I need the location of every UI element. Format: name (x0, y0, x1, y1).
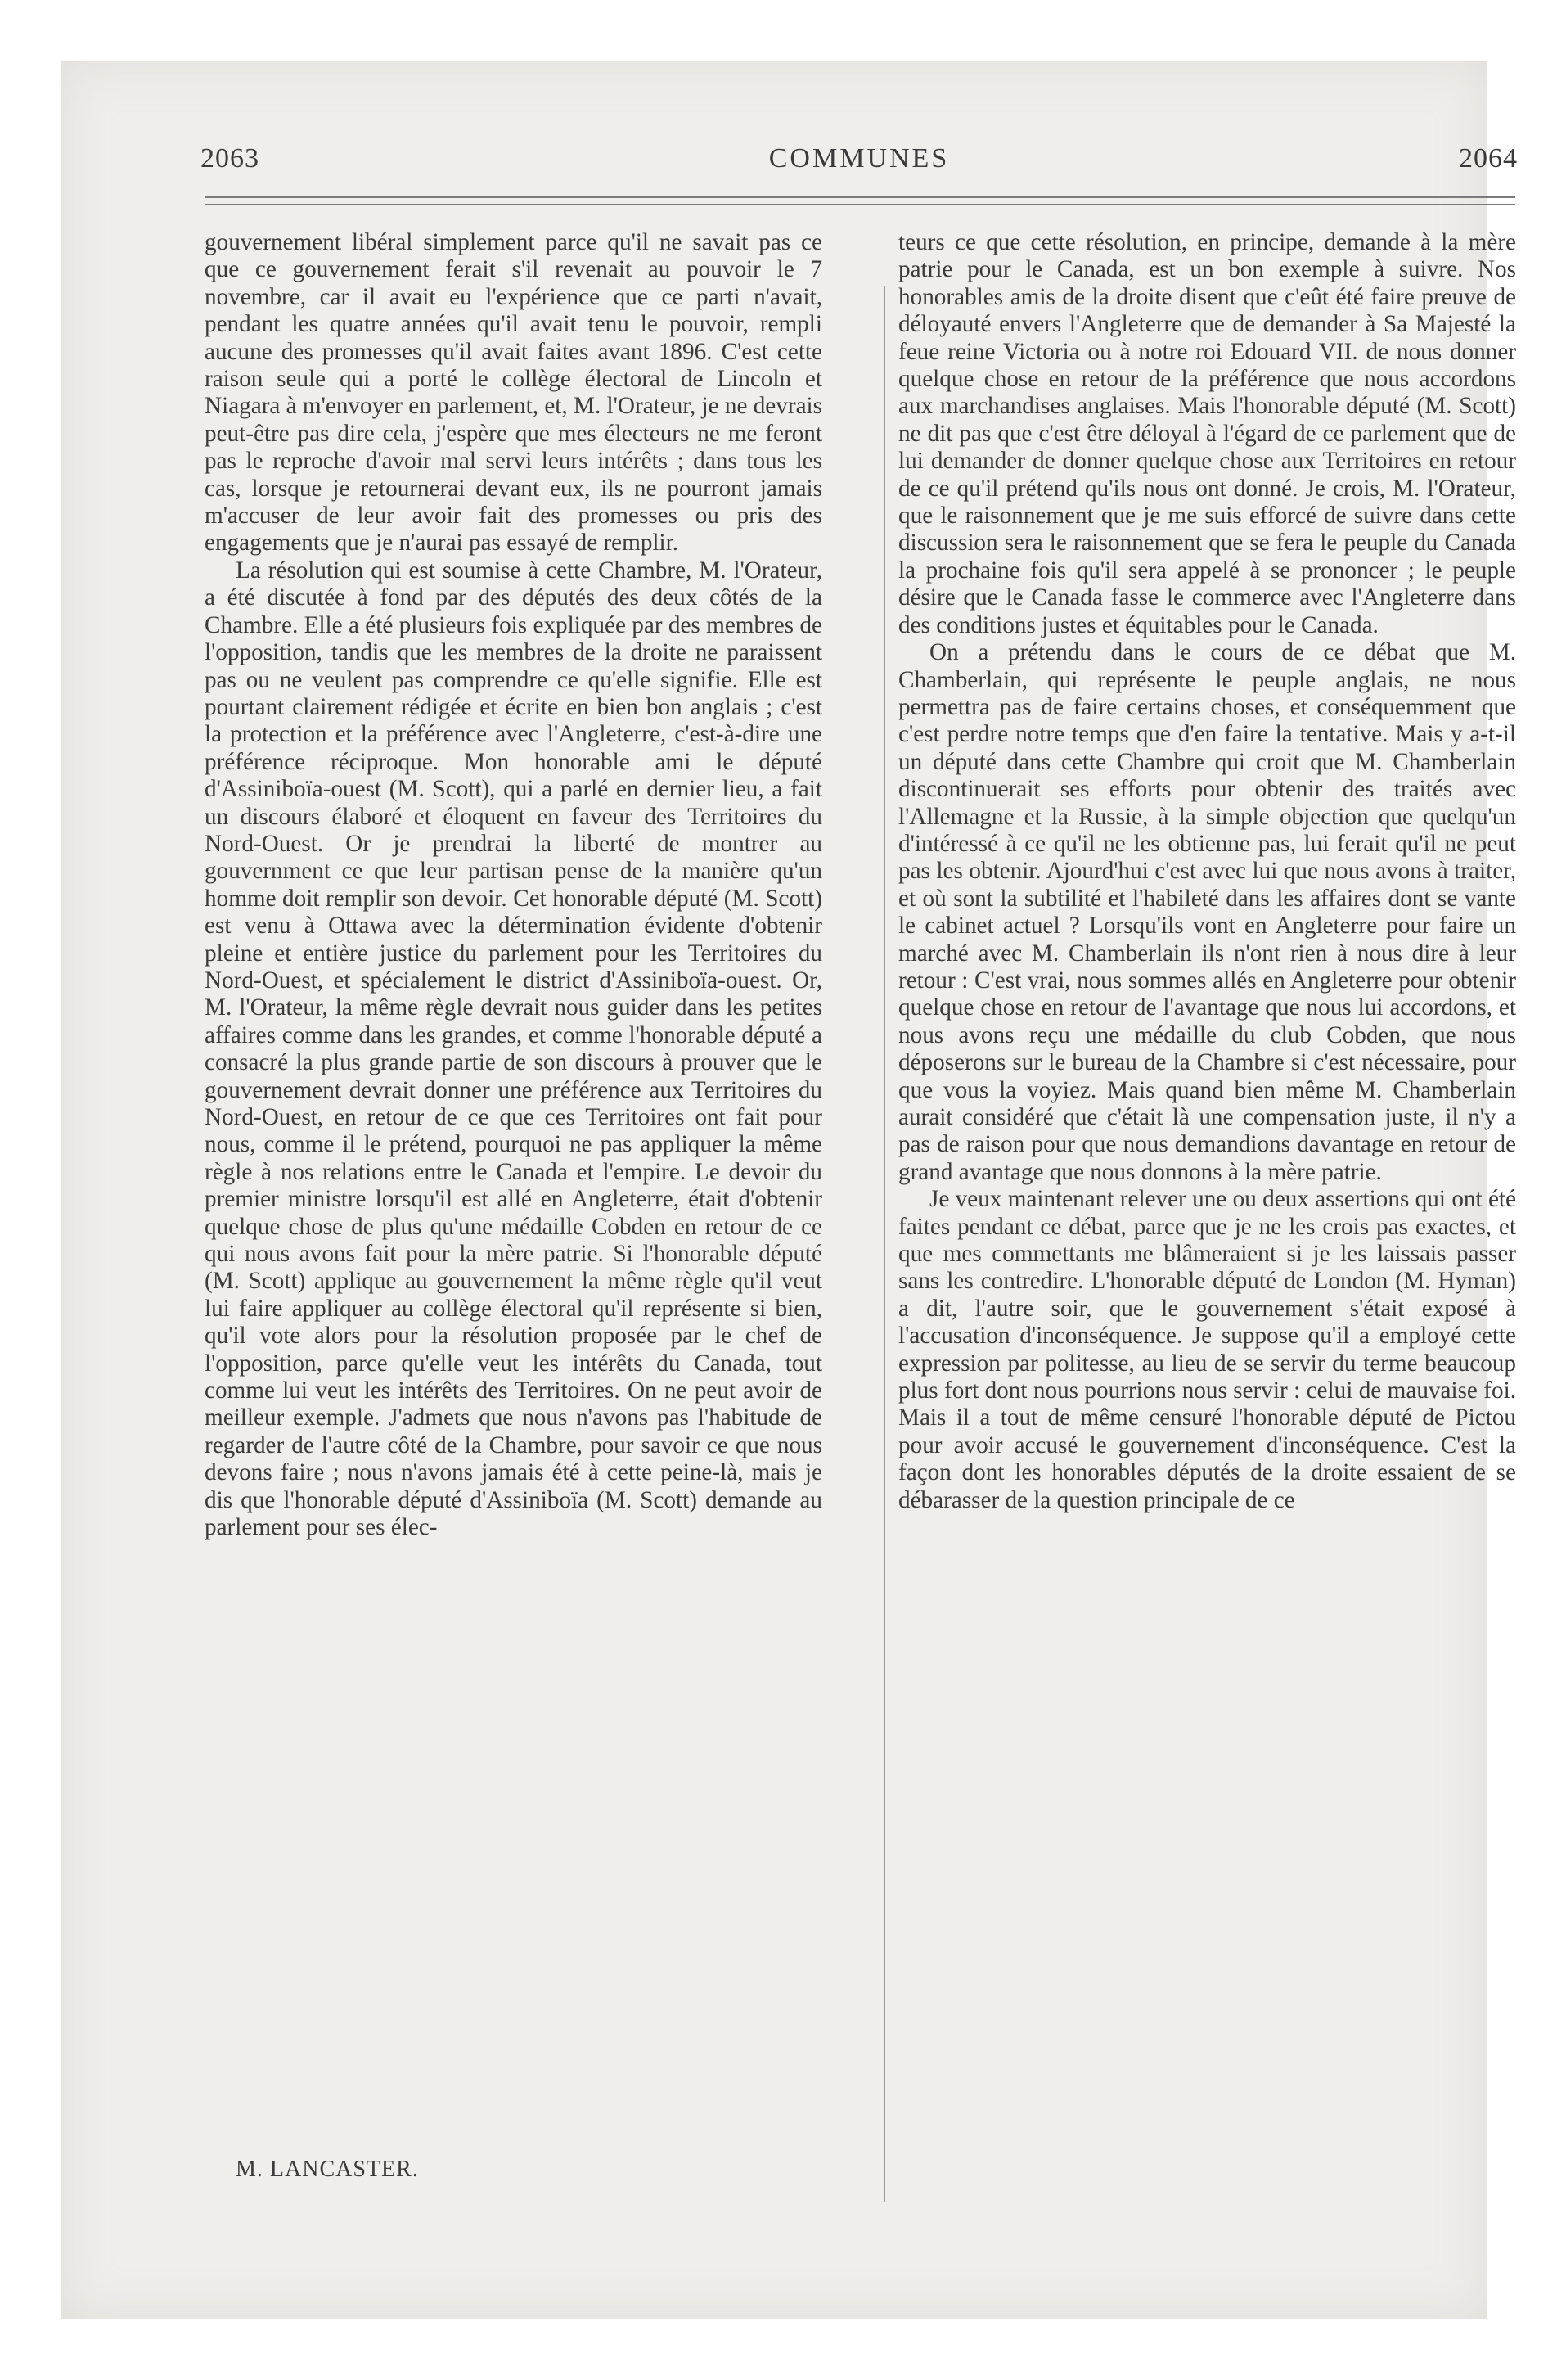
paragraph: On a prétendu dans le cours de ce débat que M. Chamberlain, qui représente le peuple anglais, ne nous permettra pas de faire certains choses, et conséquemment que c'est perdre notre temps que d'en faire la tentative. Mais y a-t-il un député dans cette Chambre qui croit que M. Chamberlain discontinuerait ses efforts pour obtenir des traités avec l'Allemagne et la Russie, à la simple objection que quelqu'un d'intéressé à ce qu'il ne les obtienne pas, lui ferait qu'il ne peut pas les obtenir. Ajourd'hui c'est avec lui que nous avons à traiter, et où sont la subtilité et l'habileté dans les affaires dont se vante le cabinet actuel ? Lorsqu'ils vont en Angleterre pour faire un marché avec M. Chamberlain ils n'ont rien à nous dire à leur retour : C'est vrai, nous sommes allés en Angleterre pour obtenir quelque chose en retour de l'avantage que nous lui accordons, et nous avons reçu une médaille du club Cobden, que nous déposerons sur le bureau de la Chambre si c'est nécessaire, pour que vous la voyiez. Mais quand bien même M. Chamberlain aurait considéré que c'était là une compensation juste, il n'y a pas de raison pour que nous demandions davantage en retour de grand avantage que nous donnons à la mère patrie. (898, 639, 1516, 1185)
page-number-left: 2063 (200, 143, 259, 174)
header-rule-thin (205, 204, 1515, 205)
right-column (898, 229, 1516, 1514)
paragraph: La résolution qui est soumise à cette Chambre, M. l'Orateur, a été discutée à fond par des députés des deux côtés de la Chambre. Elle a été plusieurs fois expliquée par des membres de l'opposition, tandis que les membres de la droite ne paraissent pas ou ne veulent pas comprendre ce qu'elle signifie. Elle est pourtant clairement rédigée et écrite en bien bon anglais ; c'est la protection et la préférence avec l'Angleterre, c'est-à-dire une préférence réciproque. Mon honorable ami le député d'Assiniboïa-ouest (M. Scott), qui a parlé en dernier lieu, a fait un discours élaboré et éloquent en faveur des Territoires du Nord-Ouest. Or je prendrai la liberté de montrer au gouvernment ce que leur partisan pense de la manière qu'un homme doit remplir son devoir. Cet honorable député (M. Scott) est venu à Ottawa avec la détermination évidente d'obtenir pleine et entière justice du parlement pour les Territoires du Nord-Ouest, et spécialement le district d'Assiniboïa-ouest. Or, M. l'Orateur, la même règle devrait nous guider dans les petites affaires comme dans les grandes, et comme l'honorable député a consacré la plus grande partie de son discours à prouver que le gouvernement devrait donner une préférence aux Territoires du Nord-Ouest, en retour de ce que ces Territoires ont fait pour nous, comme il le prétend, pourquoi ne pas appliquer la même règle à nos relations entre le Canada et l'empire. Le devoir du premier ministre lorsqu'il est allé en Angleterre, était d'obtenir quelque chose de plus qu'une médaille Cobden en retour de ce qui nous avons fait pour la mère patrie. Si l'honorable député (M. Scott) applique au gouvernement la même règle qu'il veut lui faire appliquer au collège électoral qu'il représente si bien, qu'il vote alors pour la résolution proposée par le chef de l'opposition, parce qu'elle veut les intérêts du Canada, tout comme lui veut les intérêts des Territoires. On ne peut avoir de meilleur exemple. J'admets que nous n'avons pas l'habitude de regarder de l'autre côté de la Chambre, pour savoir ce que nous devons faire ; nous n'avons jamais été à cette peine-là, mais je dis que l'honorable député d'Assiniboïa (M. Scott) demande au parlement pour ses élec- (205, 557, 822, 1541)
header-rule (205, 196, 1515, 198)
running-head (200, 143, 1518, 184)
page-title: COMMUNES (768, 143, 950, 174)
speaker-name: M. LANCASTER. (236, 2157, 419, 2182)
paragraph: gouvernement libéral simplement parce qu'il ne savait pas ce que ce gouvernement ferait s'il revenait au pouvoir le 7 novembre, car il avait eu l'expérience que ce parti n'avait, pendant les quatre années qu'il avait tenu le pouvoir, rempli aucune des promesses qu'il avait faites avant 1896. C'est cette raison seule qui a porté le collège électoral de Lincoln et Niagara à m'envoyer en parlement, et, M. l'Orateur, je ne devrais peut-être pas dire cela, j'espère que mes électeurs ne me feront pas le reproche d'avoir mal servi leurs intérêts ; dans tous les cas, lorsque je retournerai devant eux, ils ne pourront jamais m'accuser de leur avoir fait des promesses ou pris des engagements que je n'aurai pas essayé de remplir. (205, 229, 822, 557)
column-divider (884, 286, 885, 2202)
scanned-page (61, 61, 1518, 2319)
paragraph: Je veux maintenant relever une ou deux assertions qui ont été faites pendant ce débat, parce que je ne les crois pas exactes, et que mes commettants me blâmeraient si je les laissais passer sans les contredire. L'honorable député de London (M. Hyman) a dit, l'autre soir, que le gouvernement s'était exposé à l'accusation d'inconséquence. Je suppose qu'il a employé cette expression par politesse, au lieu de se servir du terme beaucoup plus fort dont nous pourrions nous servir : celui de mauvaise foi. Mais il a tout de même censuré l'honorable député de Pictou pour avoir accusé le gouvernement d'inconséquence. C'est la façon dont les honorables députés de la droite essaient de se débarasser de la question principale de ce (898, 1186, 1516, 1513)
left-column (205, 229, 822, 1542)
page-number-right: 2064 (1459, 143, 1518, 174)
paragraph: teurs ce que cette résolution, en principe, demande à la mère patrie pour le Canada, est un bon exemple à suivre. Nos honorables amis de la droite disent que c'eût été faire preuve de déloyauté envers l'Angleterre que de demander à Sa Majesté la feue reine Victoria ou à notre roi Edouard VII. de nous donner quelque chose en retour de la préférence que nous accordons aux marchandises anglaises. Mais l'honorable député (M. Scott) ne dit pas que c'est être déloyal à l'égard de ce parlement que de lui demander de donner quelque chose aux Territoires en retour de ce qu'il prétend qu'ils nous ont donné. Je crois, M. l'Orateur, que le raisonnement que je me suis efforcé de suivre dans cette discussion sera le raisonnement que se fera le peuple du Canada la prochaine fois qu'il sera appelé à se prononcer ; le peuple désire que le Canada fasse le commerce avec l'Angleterre dans des conditions justes et équitables pour le Canada. (898, 229, 1516, 638)
